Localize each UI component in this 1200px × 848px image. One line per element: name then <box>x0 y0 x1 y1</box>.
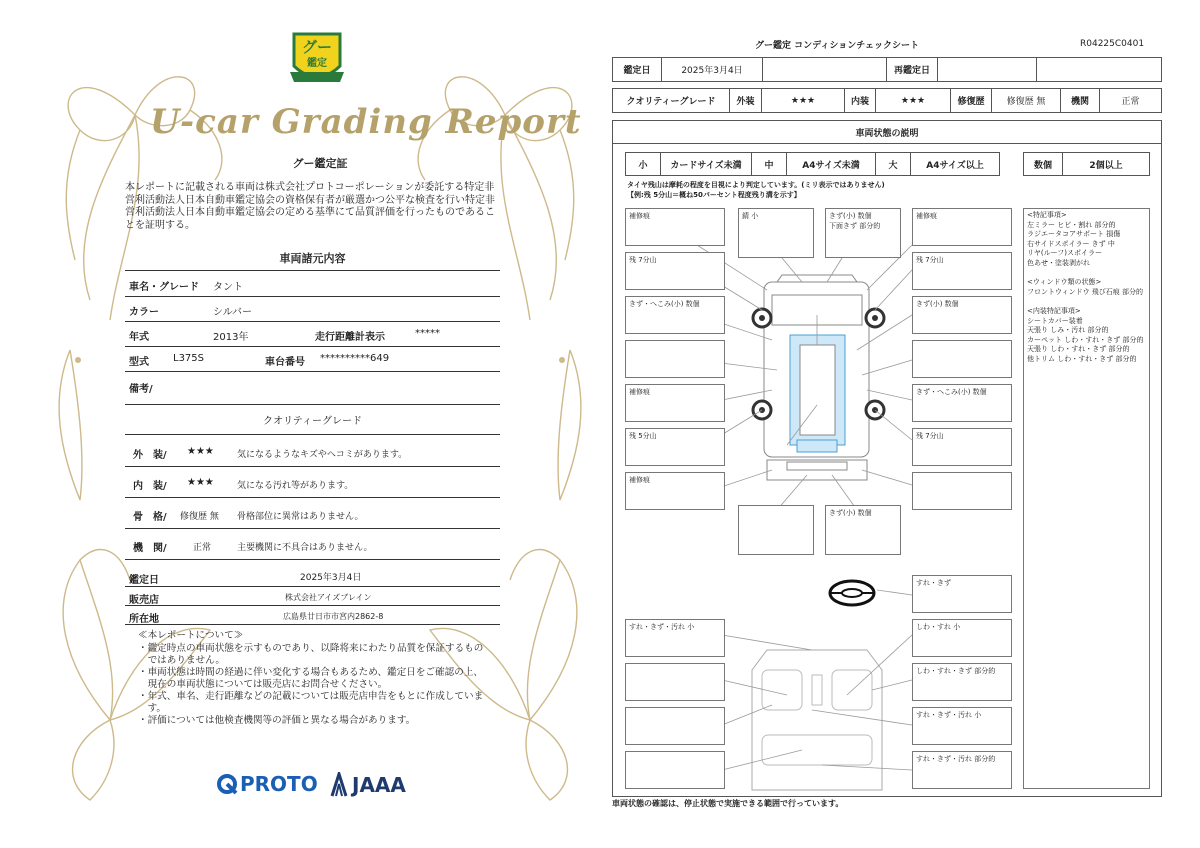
note-item: 車両状態は時間の経過に伴い変化する場合もあるため、鑑定日をご確認の上、現在の車両状態については販売店にお問合せください。 <box>147 667 483 690</box>
spec-row-remarks <box>125 372 500 405</box>
size-small: 小 <box>625 152 661 176</box>
tire-note-2: 【例:残 5分山＝概ね50パーセント程度残り溝を示す】 <box>627 191 801 199</box>
remarks-line: シートカバー装着 <box>1027 316 1083 325</box>
divider <box>125 270 500 271</box>
size-large-desc: A4サイズ以上 <box>910 152 1000 176</box>
tire-note-box: 残 7分山 <box>912 252 1012 290</box>
grade-row-interior <box>125 467 500 498</box>
int-label: 内装 <box>844 88 876 113</box>
cert-title: グー鑑定証 <box>292 157 348 170</box>
address-value: 広島県廿日市市宮内2862-8 <box>283 612 384 621</box>
interior-note-box: すれ・きず・汚れ 部分的 <box>912 751 1012 789</box>
engine-label: 機関 <box>1060 88 1100 113</box>
size-large: 大 <box>875 152 911 176</box>
date-value: 2025年3月4日 <box>661 57 763 82</box>
remarks-line: 天張り しわ・すれ・きず 部分的 <box>1027 345 1130 354</box>
spec-row-model <box>125 347 500 372</box>
year-label: 年式 <box>129 332 149 343</box>
interior-stars: ★★★ <box>187 477 214 488</box>
interior-note-box: しわ・すれ・きず 部分的 <box>912 663 1012 701</box>
name-label: 車名・グレード <box>129 282 199 293</box>
chassis-value: **********649 <box>320 353 390 364</box>
notes-list: ・ 鑑定時点の車両状態を示すものであり、以降将来にわたり品質を保証するものではありません。 ・ 車両状態は時間の経過に伴い変化する場合もあるため、鑑定日をご確認の上、現在の車両状態については販売店にお問合せください。 ・ 年式、車名、走行距離などの記載については販売店申告をもとに作成しています。 ・ 評価については他検査機関等の評価と異なる場合があります。 <box>138 643 490 727</box>
frame-note: 骨格部位に異常はありません。 <box>237 512 364 522</box>
size-small-desc: カードサイズ未満 <box>660 152 752 176</box>
badge-top-text: グー <box>301 38 332 56</box>
exterior-stars: ★★★ <box>187 446 214 457</box>
tire-note-box: 残 5分山 <box>625 428 725 466</box>
proto-logo <box>216 772 318 796</box>
remarks-line: 右サイドスポイラー きず 中 <box>1027 239 1115 248</box>
interior-note-box: すれ・きず <box>912 575 1012 613</box>
engine-value: 正常 <box>193 543 212 553</box>
engine-note: 主要機関に不具合はありません。 <box>237 543 373 553</box>
grade-row-frame <box>125 498 500 529</box>
note-item: 鑑定時点の車両状態を示すものであり、以降将来にわたり品質を保証するものではありません。 <box>147 643 484 666</box>
section-title: 車両状態の説明 <box>612 120 1162 144</box>
steering-wheel-icon <box>830 581 874 605</box>
date-blank <box>762 57 887 82</box>
jaaa-logo-text: JAAA <box>352 773 406 797</box>
redate-value <box>937 57 1037 82</box>
spec-title: 車両諸元内容 <box>279 252 346 265</box>
engine-label: 機 関/ <box>133 543 167 554</box>
exterior-note: 気になるようなキズやヘコミがあります。 <box>237 450 408 460</box>
date-value: 2025年3月4日 <box>300 573 362 583</box>
remarks-line: フロントウィンドウ 飛び石痕 部分的 <box>1027 287 1144 296</box>
dealer-label: 販売店 <box>129 595 159 606</box>
engine-value: 正常 <box>1099 88 1162 113</box>
interior-note-box: すれ・きず・汚れ 小 <box>912 707 1012 745</box>
sheet-title: グー鑑定 コンディションチェックシート <box>755 41 919 51</box>
remarks-line: 色あせ・塗装剥がれ <box>1027 258 1090 267</box>
ext-stars: ★★★ <box>761 88 845 113</box>
remarks-line: <特記事項> <box>1027 211 1067 219</box>
remarks-line: <ウィンドウ類の状態> <box>1027 278 1102 287</box>
interior-note-box <box>625 663 725 701</box>
wheel-icon <box>866 309 884 327</box>
address-label: 所在地 <box>129 614 159 625</box>
tire-note-1: タイヤ残山は摩耗の程度を目視により判定しています。(ミリ表示ではありません) <box>627 181 885 189</box>
report-title: U-car Grading Report <box>150 102 582 142</box>
tire-note-box: 残 7分山 <box>912 428 1012 466</box>
cert-text: 本レポートに記載される車両は株式会社プロトコーポレーションが委託する特定非営利活動法人日本自動車鑑定協会の資格保有者が厳選かつ公平な検査を行い特定非営利活動法人日本自動車鑑定協会の定める基準にて品質評価を行ったものであることを証明する。 <box>125 182 495 231</box>
exterior-note-box: きず・へこみ(小) 数個 <box>912 384 1012 422</box>
count-desc: 2個以上 <box>1062 152 1150 176</box>
redate-label: 再鑑定日 <box>886 57 938 82</box>
sheet-footer: 車両状態の確認は、停止状態で実施できる範囲で行っています。 <box>612 799 844 808</box>
exterior-note-box: 補修痕 <box>625 472 725 510</box>
color-label: カラー <box>129 307 159 318</box>
count-label: 数個 <box>1023 152 1063 176</box>
exterior-note-box <box>912 472 1012 510</box>
remarks-line: 天張り しみ・汚れ 部分的 <box>1027 326 1109 335</box>
spec-row-name <box>125 272 500 297</box>
exterior-label: 外 装/ <box>133 450 167 461</box>
note-item: 年式、車名、走行距離などの記載については販売店申告をもとに作成しています。 <box>147 691 484 714</box>
remarks-line: ラジエータコアサポート 損傷 <box>1027 230 1121 239</box>
remarks-line: 左ミラー ヒビ・割れ 部分的 <box>1027 220 1116 229</box>
badge-bottom-text: 鑑定 <box>307 58 327 69</box>
info-row-date <box>125 566 500 587</box>
interior-note: 気になる汚れ等があります。 <box>237 481 354 491</box>
repair-label: 修復歴 <box>950 88 992 113</box>
interior-note-box: すれ・きず・汚れ 小 <box>625 619 725 657</box>
frame-label: 骨 格/ <box>133 512 167 523</box>
name-value: タント <box>213 282 243 293</box>
remarks-line: <内装特記事項> <box>1027 306 1081 315</box>
grade-row-exterior <box>125 436 500 467</box>
certificate <box>40 20 600 830</box>
quality-title: クオリティーグレード <box>263 416 362 427</box>
color-value: シルバー <box>213 307 253 318</box>
info-row-address <box>125 606 500 625</box>
note-item: 評価については他検査機関等の評価と異なる場合があります。 <box>147 715 416 726</box>
remarks-panel <box>1023 208 1150 789</box>
frame-value: 修復歴 無 <box>180 512 219 522</box>
exterior-note-box: 錆 小 <box>738 208 814 258</box>
spec-row-color <box>125 297 500 322</box>
interior-label: 内 装/ <box>133 481 167 492</box>
exterior-note-box <box>738 505 814 555</box>
exterior-note-box <box>912 340 1012 378</box>
qg-label: クオリティーグレード <box>612 88 730 113</box>
dealer-value: 株式会社アイズブレイン <box>285 593 372 602</box>
repair-value: 修復歴 無 <box>991 88 1061 113</box>
tire-note-box: 残 7分山 <box>625 252 725 290</box>
proto-logo-icon <box>216 773 238 795</box>
proto-logo-text: PROTO <box>240 772 318 796</box>
exterior-note-box: きず(小) 数個 <box>912 296 1012 334</box>
info-row-dealer <box>125 587 500 606</box>
exterior-note-box <box>625 340 725 378</box>
wheel-icon <box>753 309 771 327</box>
remarks-line: カーペット しわ・すれ・きず 部分的 <box>1027 335 1144 344</box>
interior-note-box: しわ・すれ 小 <box>912 619 1012 657</box>
exterior-note-box: 補修痕 <box>912 208 1012 246</box>
size-mid: 中 <box>751 152 787 176</box>
date-label: 鑑定日 <box>129 575 159 586</box>
sheet-code: R04225C0401 <box>1080 39 1145 49</box>
jaaa-logo <box>328 772 406 798</box>
divider <box>125 434 500 435</box>
remarks-label: 備考/ <box>129 384 153 395</box>
remarks-line: リヤ(ルーフ)スポイラー <box>1027 249 1102 258</box>
remarks-line: 他トリム しわ・すれ・きず 部分的 <box>1027 354 1137 363</box>
year-value: 2013年 <box>213 332 249 343</box>
interior-note-box <box>625 707 725 745</box>
jaaa-logo-icon <box>328 772 350 798</box>
spec-row-year <box>125 322 500 347</box>
chassis-label: 車台番号 <box>265 357 305 368</box>
goo-badge-icon <box>288 28 346 90</box>
exterior-note-box: 補修痕 <box>625 384 725 422</box>
int-stars: ★★★ <box>875 88 951 113</box>
size-mid-desc: A4サイズ未満 <box>786 152 876 176</box>
interior-note-box <box>625 751 725 789</box>
ext-label: 外装 <box>729 88 762 113</box>
exterior-note-box: きず・へこみ(小) 数個 <box>625 296 725 334</box>
notes-title: ≪本レポートについて≫ <box>138 630 244 641</box>
model-value: L375S <box>173 353 205 364</box>
date-label: 鑑定日 <box>612 57 662 82</box>
grade-row-engine <box>125 529 500 560</box>
odo-value: ***** <box>415 328 440 339</box>
odo-label: 走行距離計表示 <box>315 332 385 343</box>
exterior-note-box: 補修痕 <box>625 208 725 246</box>
exterior-note-box: きず(小) 数個 <box>825 505 901 555</box>
model-label: 型式 <box>129 357 149 368</box>
exterior-note-box: きず(小) 数個 下面きず 部分的 <box>825 208 901 258</box>
